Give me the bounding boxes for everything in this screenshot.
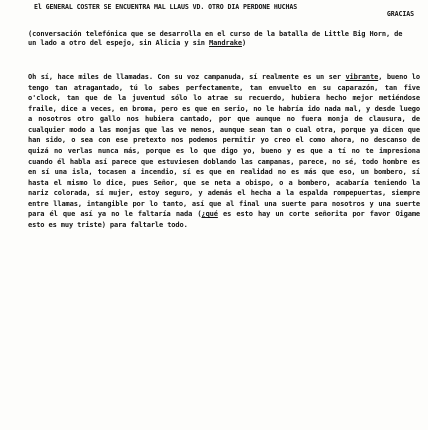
body-text-1: Oh sí, hace miles de llamadas. Con su voz campanuda, sí realmente es un ser — [28, 73, 346, 82]
document-header — [34, 4, 418, 20]
body-paragraph — [28, 72, 420, 230]
header-line: El GENERAL COSTER SE ENCUENTRA MAL LLAUS VD. OTRO DIA PERDONE HUCHAS — [34, 3, 298, 11]
body-text-2: , bueno lo tengo tan atragantado, tú lo sabes perfectamente, tan envuelto en su caparazón, tan five o'clock, tan que de la juventud sólo lo atrae su recuerdo, hubiera hecho mejor metiéndose fraile, dice a veces, en broma, pero es que en serio, no le habría ido nada mal, y desde luego a nosotros otro gallo nos hubiera cantado, por que aunque no fuera monja de clausura, de cualquier modo a las monjas que las ve menos, aunque sean tan o cual otra, porque ya dicen que han sido, o sea con ese pretexto nos podemos permitir yo creo el como ahora, no descanso de quizá no verlas nunca más, porque es lo que digo yo, bueno y es que a tí no te impresiona cuando él habla así parece que estuviesen doblando las campanas, parece, no sé, todo hombre es en sí una isla, tocasen a incendio, sí es que en realidad no es más que eso, un bombero, sí hasta el mismo lo dice, pues Señor, que se neta a obispo, o a bombero, acabaría teniendo la nariz colorada, sí mujer, estoy seguro, y además el hecha a la espalda rompepuertas, siempre entre llamas, intangible por lo tanto, así que al final una suerte para nosotros y una suerte para él que así ya no le faltaría nada ( — [28, 73, 420, 219]
body-underlined-2: ¿qué — [201, 210, 218, 219]
intro-underlined: Mandrake — [209, 38, 242, 47]
intro-paragraph — [28, 30, 408, 47]
intro-text-1: (conversación telefónica que se desarrolla en el curso de la batalla de Little Big Horn, de un lado a otro del espejo, sin Alicia y sin — [28, 30, 403, 47]
body-text-3: es esto hay un corte señorita por favor Oigame esto es muy triste) para faltarle todo. — [28, 210, 421, 229]
header-tail: GRACIAS — [386, 10, 414, 19]
body-underlined-1: vibrante — [345, 73, 379, 82]
intro-text-2: ) — [241, 38, 247, 47]
